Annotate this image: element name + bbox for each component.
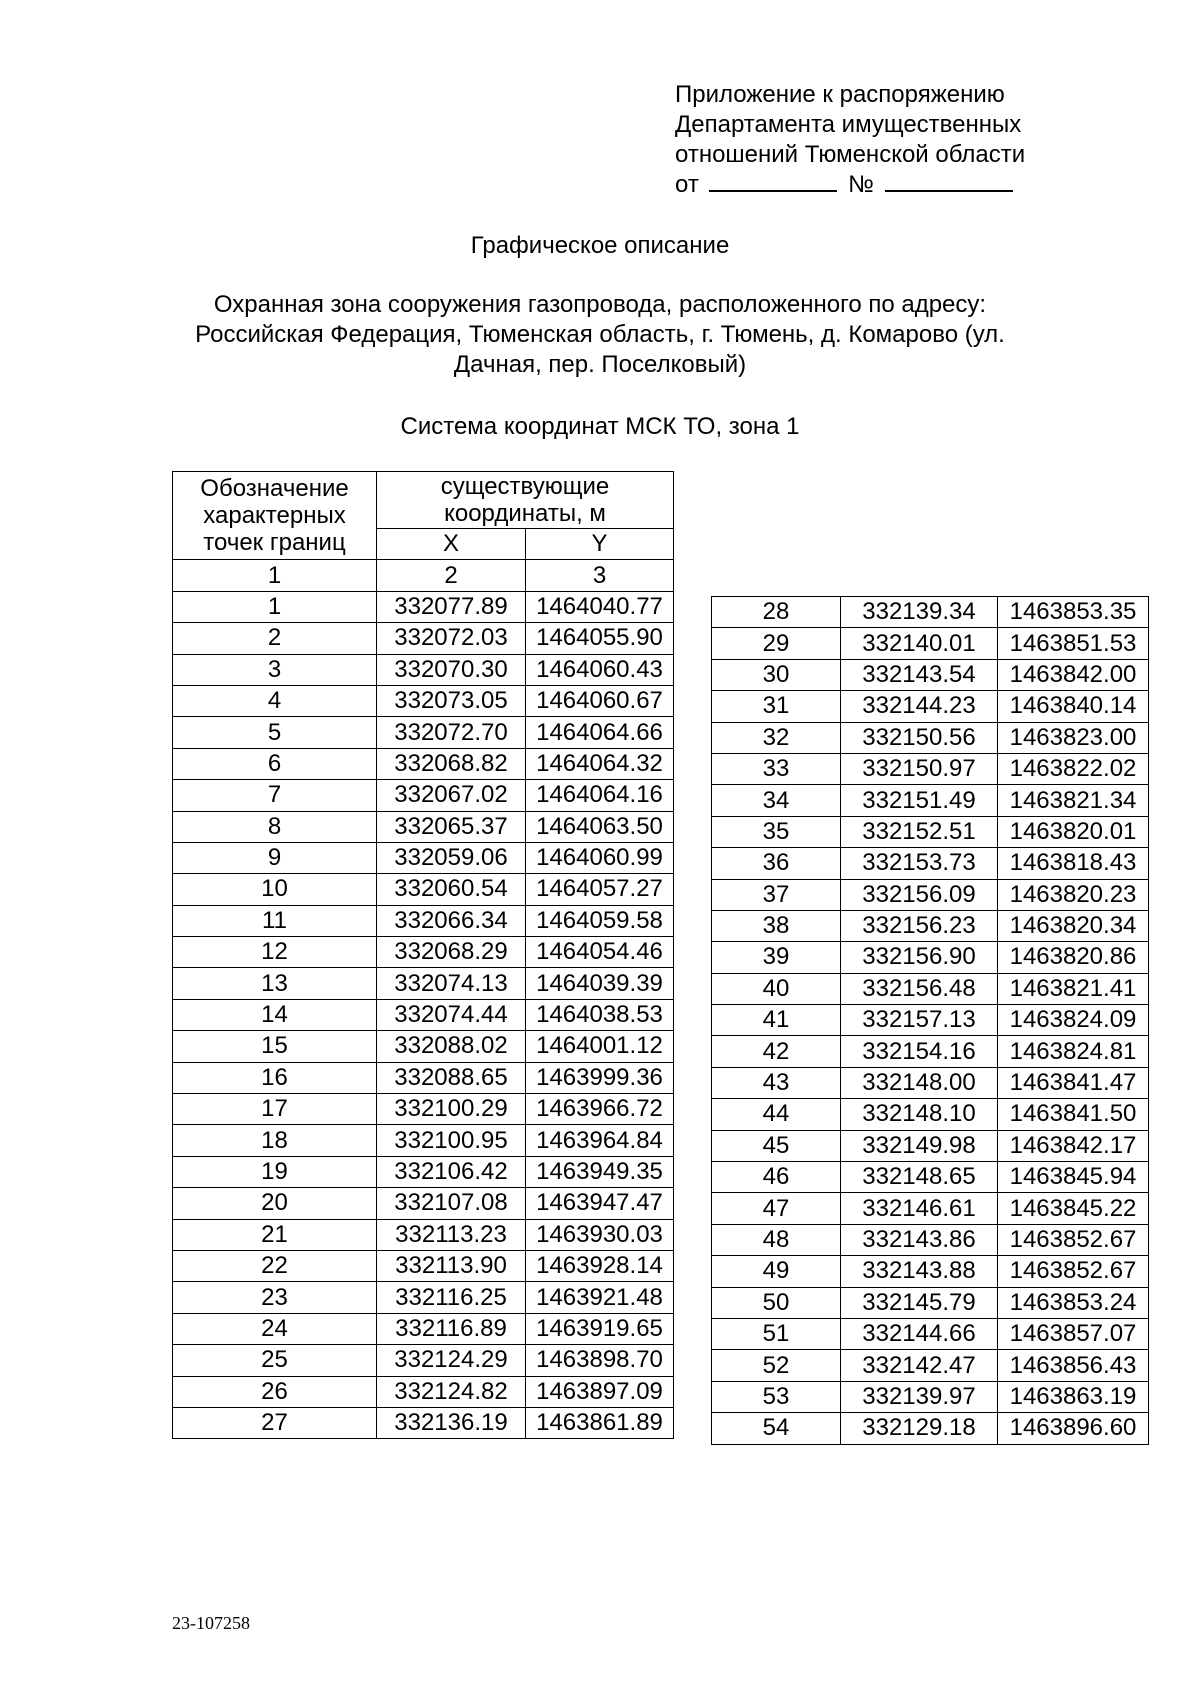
x-coordinate-cell: 332065.37 bbox=[377, 811, 526, 842]
date-blank bbox=[709, 170, 837, 192]
x-coordinate-cell: 332072.03 bbox=[377, 623, 526, 654]
table-row bbox=[712, 1224, 1149, 1255]
x-coordinate-cell: 332145.79 bbox=[841, 1287, 998, 1318]
y-coordinate-cell: 1464001.12 bbox=[526, 1031, 674, 1062]
table-row bbox=[173, 999, 674, 1030]
y-coordinate-cell: 1464039.39 bbox=[526, 968, 674, 999]
point-number-cell: 37 bbox=[712, 879, 841, 910]
x-coordinate-cell: 332116.25 bbox=[377, 1282, 526, 1313]
point-number-cell: 28 bbox=[712, 597, 841, 628]
table-row bbox=[173, 1188, 674, 1219]
x-coordinate-cell: 332113.90 bbox=[377, 1250, 526, 1281]
y-coordinate-cell: 1463966.72 bbox=[526, 1094, 674, 1125]
x-coordinate-cell: 332144.66 bbox=[841, 1318, 998, 1349]
table-row bbox=[173, 1094, 674, 1125]
point-number-cell: 38 bbox=[712, 910, 841, 941]
column-number-3: 3 bbox=[526, 560, 674, 591]
y-coordinate-cell: 1463841.50 bbox=[998, 1099, 1149, 1130]
table-row bbox=[173, 1282, 674, 1313]
point-number-cell: 29 bbox=[712, 628, 841, 659]
point-number-cell: 17 bbox=[173, 1094, 377, 1125]
point-number-cell: 1 bbox=[173, 591, 377, 622]
column-number-1: 1 bbox=[173, 560, 377, 591]
number-sign: № bbox=[848, 171, 874, 198]
y-coordinate-cell: 1464060.99 bbox=[526, 842, 674, 873]
point-number-cell: 44 bbox=[712, 1099, 841, 1130]
date-prefix: от bbox=[675, 171, 699, 198]
y-coordinate-cell: 1463853.35 bbox=[998, 597, 1149, 628]
table-header-row bbox=[173, 472, 674, 529]
y-coordinate-cell: 1463928.14 bbox=[526, 1250, 674, 1281]
x-coordinate-cell: 332139.34 bbox=[841, 597, 998, 628]
x-coordinate-cell: 332077.89 bbox=[377, 591, 526, 622]
number-blank bbox=[885, 170, 1013, 192]
point-number-cell: 36 bbox=[712, 848, 841, 879]
table-row bbox=[173, 1250, 674, 1281]
point-number-cell: 31 bbox=[712, 691, 841, 722]
header-existing-coordinates: существующие координаты, м bbox=[377, 472, 674, 529]
table-row bbox=[173, 1407, 674, 1438]
x-coordinate-cell: 332156.23 bbox=[841, 910, 998, 941]
table-row bbox=[712, 691, 1149, 722]
table-row bbox=[173, 842, 674, 873]
x-coordinate-cell: 332150.56 bbox=[841, 722, 998, 753]
y-coordinate-cell: 1463820.01 bbox=[998, 816, 1149, 847]
x-coordinate-cell: 332148.10 bbox=[841, 1099, 998, 1130]
table-row bbox=[712, 597, 1149, 628]
y-coordinate-cell: 1464064.16 bbox=[526, 780, 674, 811]
x-coordinate-cell: 332129.18 bbox=[841, 1413, 998, 1444]
point-number-cell: 15 bbox=[173, 1031, 377, 1062]
y-coordinate-cell: 1463861.89 bbox=[526, 1407, 674, 1438]
y-coordinate-cell: 1463921.48 bbox=[526, 1282, 674, 1313]
point-number-cell: 35 bbox=[712, 816, 841, 847]
x-coordinate-cell: 332107.08 bbox=[377, 1188, 526, 1219]
point-number-cell: 49 bbox=[712, 1256, 841, 1287]
x-coordinate-cell: 332143.54 bbox=[841, 659, 998, 690]
point-number-cell: 50 bbox=[712, 1287, 841, 1318]
table-row bbox=[712, 910, 1149, 941]
point-number-cell: 9 bbox=[173, 842, 377, 873]
y-coordinate-cell: 1464040.77 bbox=[526, 591, 674, 622]
column-number-2: 2 bbox=[377, 560, 526, 591]
y-coordinate-cell: 1464057.27 bbox=[526, 874, 674, 905]
table-row bbox=[712, 1193, 1149, 1224]
y-coordinate-cell: 1463853.24 bbox=[998, 1287, 1149, 1318]
point-number-cell: 43 bbox=[712, 1067, 841, 1098]
x-coordinate-cell: 332066.34 bbox=[377, 905, 526, 936]
point-number-cell: 45 bbox=[712, 1130, 841, 1161]
graphic-title: Графическое описание bbox=[470, 232, 730, 259]
appendix-line-1: Приложение к распоряжению bbox=[675, 81, 1005, 108]
table-row bbox=[173, 623, 674, 654]
point-number-cell: 47 bbox=[712, 1193, 841, 1224]
table-row bbox=[173, 1313, 674, 1344]
x-coordinate-cell: 332074.44 bbox=[377, 999, 526, 1030]
point-number-cell: 42 bbox=[712, 1036, 841, 1067]
point-number-cell: 2 bbox=[173, 623, 377, 654]
x-coordinate-cell: 332088.02 bbox=[377, 1031, 526, 1062]
point-number-cell: 5 bbox=[173, 717, 377, 748]
x-coordinate-cell: 332156.48 bbox=[841, 973, 998, 1004]
y-coordinate-cell: 1463947.47 bbox=[526, 1188, 674, 1219]
description-line-3: Дачная, пер. Поселковый) bbox=[453, 351, 747, 378]
x-coordinate-cell: 332152.51 bbox=[841, 816, 998, 847]
y-coordinate-cell: 1463842.00 bbox=[998, 659, 1149, 690]
x-coordinate-cell: 332136.19 bbox=[377, 1407, 526, 1438]
x-coordinate-cell: 332151.49 bbox=[841, 785, 998, 816]
table-row bbox=[712, 1005, 1149, 1036]
y-coordinate-cell: 1463845.94 bbox=[998, 1162, 1149, 1193]
x-coordinate-cell: 332068.82 bbox=[377, 748, 526, 779]
point-number-cell: 8 bbox=[173, 811, 377, 842]
y-coordinate-cell: 1464064.32 bbox=[526, 748, 674, 779]
x-coordinate-cell: 332100.95 bbox=[377, 1125, 526, 1156]
table-row bbox=[712, 753, 1149, 784]
point-number-cell: 11 bbox=[173, 905, 377, 936]
x-coordinate-cell: 332149.98 bbox=[841, 1130, 998, 1161]
x-coordinate-cell: 332143.86 bbox=[841, 1224, 998, 1255]
y-coordinate-cell: 1463822.02 bbox=[998, 753, 1149, 784]
table-row bbox=[712, 1256, 1149, 1287]
y-coordinate-cell: 1464055.90 bbox=[526, 623, 674, 654]
x-coordinate-cell: 332148.65 bbox=[841, 1162, 998, 1193]
point-number-cell: 52 bbox=[712, 1350, 841, 1381]
table-row bbox=[712, 1036, 1149, 1067]
point-number-cell: 13 bbox=[173, 968, 377, 999]
x-coordinate-cell: 332113.23 bbox=[377, 1219, 526, 1250]
table-row bbox=[173, 1031, 674, 1062]
point-number-cell: 10 bbox=[173, 874, 377, 905]
x-coordinate-cell: 332088.65 bbox=[377, 1062, 526, 1093]
y-coordinate-cell: 1463845.22 bbox=[998, 1193, 1149, 1224]
x-coordinate-cell: 332124.29 bbox=[377, 1345, 526, 1376]
x-coordinate-cell: 332146.61 bbox=[841, 1193, 998, 1224]
y-coordinate-cell: 1463964.84 bbox=[526, 1125, 674, 1156]
x-coordinate-cell: 332068.29 bbox=[377, 937, 526, 968]
y-coordinate-cell: 1463820.34 bbox=[998, 910, 1149, 941]
x-coordinate-cell: 332139.97 bbox=[841, 1381, 998, 1412]
table-row bbox=[712, 1350, 1149, 1381]
description-line-1: Охранная зона сооружения газопровода, расположенного по адресу: bbox=[213, 291, 987, 318]
appendix-line-3: отношений Тюменской области bbox=[675, 141, 1026, 168]
table-row bbox=[712, 1381, 1149, 1412]
point-number-cell: 16 bbox=[173, 1062, 377, 1093]
x-coordinate-cell: 332059.06 bbox=[377, 842, 526, 873]
x-coordinate-cell: 332106.42 bbox=[377, 1156, 526, 1187]
point-number-cell: 19 bbox=[173, 1156, 377, 1187]
y-coordinate-cell: 1463851.53 bbox=[998, 628, 1149, 659]
table-row bbox=[712, 942, 1149, 973]
point-number-cell: 4 bbox=[173, 685, 377, 716]
table-row bbox=[173, 1125, 674, 1156]
table-row bbox=[173, 811, 674, 842]
table-row bbox=[712, 1318, 1149, 1349]
y-coordinate-cell: 1463852.67 bbox=[998, 1224, 1149, 1255]
point-number-cell: 54 bbox=[712, 1413, 841, 1444]
point-number-cell: 18 bbox=[173, 1125, 377, 1156]
y-coordinate-cell: 1463863.19 bbox=[998, 1381, 1149, 1412]
table-row bbox=[173, 1219, 674, 1250]
x-coordinate-cell: 332140.01 bbox=[841, 628, 998, 659]
table-row bbox=[173, 905, 674, 936]
table-row bbox=[173, 717, 674, 748]
table-row bbox=[173, 874, 674, 905]
x-coordinate-cell: 332144.23 bbox=[841, 691, 998, 722]
point-number-cell: 32 bbox=[712, 722, 841, 753]
y-coordinate-cell: 1463897.09 bbox=[526, 1376, 674, 1407]
table-column-number-row bbox=[173, 560, 674, 591]
y-coordinate-cell: 1463896.60 bbox=[998, 1413, 1149, 1444]
header-y: Y bbox=[526, 529, 674, 560]
x-coordinate-cell: 332157.13 bbox=[841, 1005, 998, 1036]
x-coordinate-cell: 332116.89 bbox=[377, 1313, 526, 1344]
y-coordinate-cell: 1463919.65 bbox=[526, 1313, 674, 1344]
table-row bbox=[712, 816, 1149, 847]
point-number-cell: 48 bbox=[712, 1224, 841, 1255]
table-row bbox=[712, 659, 1149, 690]
y-coordinate-cell: 1464063.50 bbox=[526, 811, 674, 842]
table-row bbox=[173, 968, 674, 999]
table-row bbox=[173, 1156, 674, 1187]
point-number-cell: 21 bbox=[173, 1219, 377, 1250]
x-coordinate-cell: 332124.82 bbox=[377, 1376, 526, 1407]
y-coordinate-cell: 1463823.00 bbox=[998, 722, 1149, 753]
table-row bbox=[173, 591, 674, 622]
point-number-cell: 20 bbox=[173, 1188, 377, 1219]
table-row bbox=[712, 1130, 1149, 1161]
point-number-cell: 53 bbox=[712, 1381, 841, 1412]
point-number-cell: 27 bbox=[173, 1407, 377, 1438]
y-coordinate-cell: 1463949.35 bbox=[526, 1156, 674, 1187]
x-coordinate-cell: 332143.88 bbox=[841, 1256, 998, 1287]
x-coordinate-cell: 332156.09 bbox=[841, 879, 998, 910]
y-coordinate-cell: 1463840.14 bbox=[998, 691, 1149, 722]
table-row bbox=[173, 1062, 674, 1093]
x-coordinate-cell: 332142.47 bbox=[841, 1350, 998, 1381]
table-row bbox=[173, 1376, 674, 1407]
point-number-cell: 26 bbox=[173, 1376, 377, 1407]
x-coordinate-cell: 332070.30 bbox=[377, 654, 526, 685]
y-coordinate-cell: 1463999.36 bbox=[526, 1062, 674, 1093]
x-coordinate-cell: 332060.54 bbox=[377, 874, 526, 905]
table-row bbox=[712, 1413, 1149, 1444]
point-number-cell: 46 bbox=[712, 1162, 841, 1193]
point-number-cell: 14 bbox=[173, 999, 377, 1030]
y-coordinate-cell: 1464038.53 bbox=[526, 999, 674, 1030]
y-coordinate-cell: 1463820.23 bbox=[998, 879, 1149, 910]
y-coordinate-cell: 1463818.43 bbox=[998, 848, 1149, 879]
coordinate-system: Система координат МСК ТО, зона 1 bbox=[400, 413, 800, 440]
appendix-date-line bbox=[675, 170, 1025, 200]
y-coordinate-cell: 1464064.66 bbox=[526, 717, 674, 748]
y-coordinate-cell: 1463820.86 bbox=[998, 942, 1149, 973]
header-point-designation: Обозначение характерных точек границ bbox=[173, 472, 377, 560]
appendix-line-2: Департамента имущественных bbox=[675, 111, 1022, 138]
coordinates-table-right bbox=[711, 596, 1149, 1445]
y-coordinate-cell: 1463856.43 bbox=[998, 1350, 1149, 1381]
x-coordinate-cell: 332148.00 bbox=[841, 1067, 998, 1098]
document-number: 23-107258 bbox=[172, 1613, 250, 1633]
coordinates-table-left bbox=[172, 471, 674, 1439]
point-number-cell: 34 bbox=[712, 785, 841, 816]
x-coordinate-cell: 332153.73 bbox=[841, 848, 998, 879]
y-coordinate-cell: 1463824.81 bbox=[998, 1036, 1149, 1067]
table-row bbox=[173, 748, 674, 779]
appendix-header bbox=[675, 80, 1025, 200]
y-coordinate-cell: 1463930.03 bbox=[526, 1219, 674, 1250]
point-number-cell: 23 bbox=[173, 1282, 377, 1313]
table-row bbox=[712, 1287, 1149, 1318]
y-coordinate-cell: 1464060.67 bbox=[526, 685, 674, 716]
zone-description bbox=[0, 290, 1200, 380]
y-coordinate-cell: 1463852.67 bbox=[998, 1256, 1149, 1287]
y-coordinate-cell: 1463841.47 bbox=[998, 1067, 1149, 1098]
table-row bbox=[712, 1162, 1149, 1193]
table-row bbox=[712, 722, 1149, 753]
x-coordinate-cell: 332150.97 bbox=[841, 753, 998, 784]
x-coordinate-cell: 332154.16 bbox=[841, 1036, 998, 1067]
table-row bbox=[173, 937, 674, 968]
table-row bbox=[173, 780, 674, 811]
point-number-cell: 25 bbox=[173, 1345, 377, 1376]
y-coordinate-cell: 1463898.70 bbox=[526, 1345, 674, 1376]
y-coordinate-cell: 1464054.46 bbox=[526, 937, 674, 968]
table-row bbox=[712, 848, 1149, 879]
y-coordinate-cell: 1464060.43 bbox=[526, 654, 674, 685]
point-number-cell: 22 bbox=[173, 1250, 377, 1281]
point-number-cell: 51 bbox=[712, 1318, 841, 1349]
x-coordinate-cell: 332156.90 bbox=[841, 942, 998, 973]
point-number-cell: 12 bbox=[173, 937, 377, 968]
table-row bbox=[712, 879, 1149, 910]
point-number-cell: 41 bbox=[712, 1005, 841, 1036]
point-number-cell: 33 bbox=[712, 753, 841, 784]
table-row bbox=[712, 628, 1149, 659]
table-row bbox=[712, 1099, 1149, 1130]
point-number-cell: 39 bbox=[712, 942, 841, 973]
description-line-2: Российская Федерация, Тюменская область, г. Тюмень, д. Комарово (ул. bbox=[195, 321, 1005, 348]
y-coordinate-cell: 1463842.17 bbox=[998, 1130, 1149, 1161]
x-coordinate-cell: 332074.13 bbox=[377, 968, 526, 999]
table-row bbox=[712, 1067, 1149, 1098]
point-number-cell: 40 bbox=[712, 973, 841, 1004]
y-coordinate-cell: 1463857.07 bbox=[998, 1318, 1149, 1349]
point-number-cell: 7 bbox=[173, 780, 377, 811]
table-row bbox=[712, 785, 1149, 816]
table-row bbox=[173, 654, 674, 685]
table-row bbox=[173, 685, 674, 716]
x-coordinate-cell: 332073.05 bbox=[377, 685, 526, 716]
y-coordinate-cell: 1463821.34 bbox=[998, 785, 1149, 816]
point-number-cell: 24 bbox=[173, 1313, 377, 1344]
point-number-cell: 3 bbox=[173, 654, 377, 685]
x-coordinate-cell: 332100.29 bbox=[377, 1094, 526, 1125]
y-coordinate-cell: 1463821.41 bbox=[998, 973, 1149, 1004]
y-coordinate-cell: 1464059.58 bbox=[526, 905, 674, 936]
point-number-cell: 6 bbox=[173, 748, 377, 779]
x-coordinate-cell: 332067.02 bbox=[377, 780, 526, 811]
y-coordinate-cell: 1463824.09 bbox=[998, 1005, 1149, 1036]
table-row bbox=[712, 973, 1149, 1004]
header-x: X bbox=[377, 529, 526, 560]
x-coordinate-cell: 332072.70 bbox=[377, 717, 526, 748]
table-row bbox=[173, 1345, 674, 1376]
point-number-cell: 30 bbox=[712, 659, 841, 690]
